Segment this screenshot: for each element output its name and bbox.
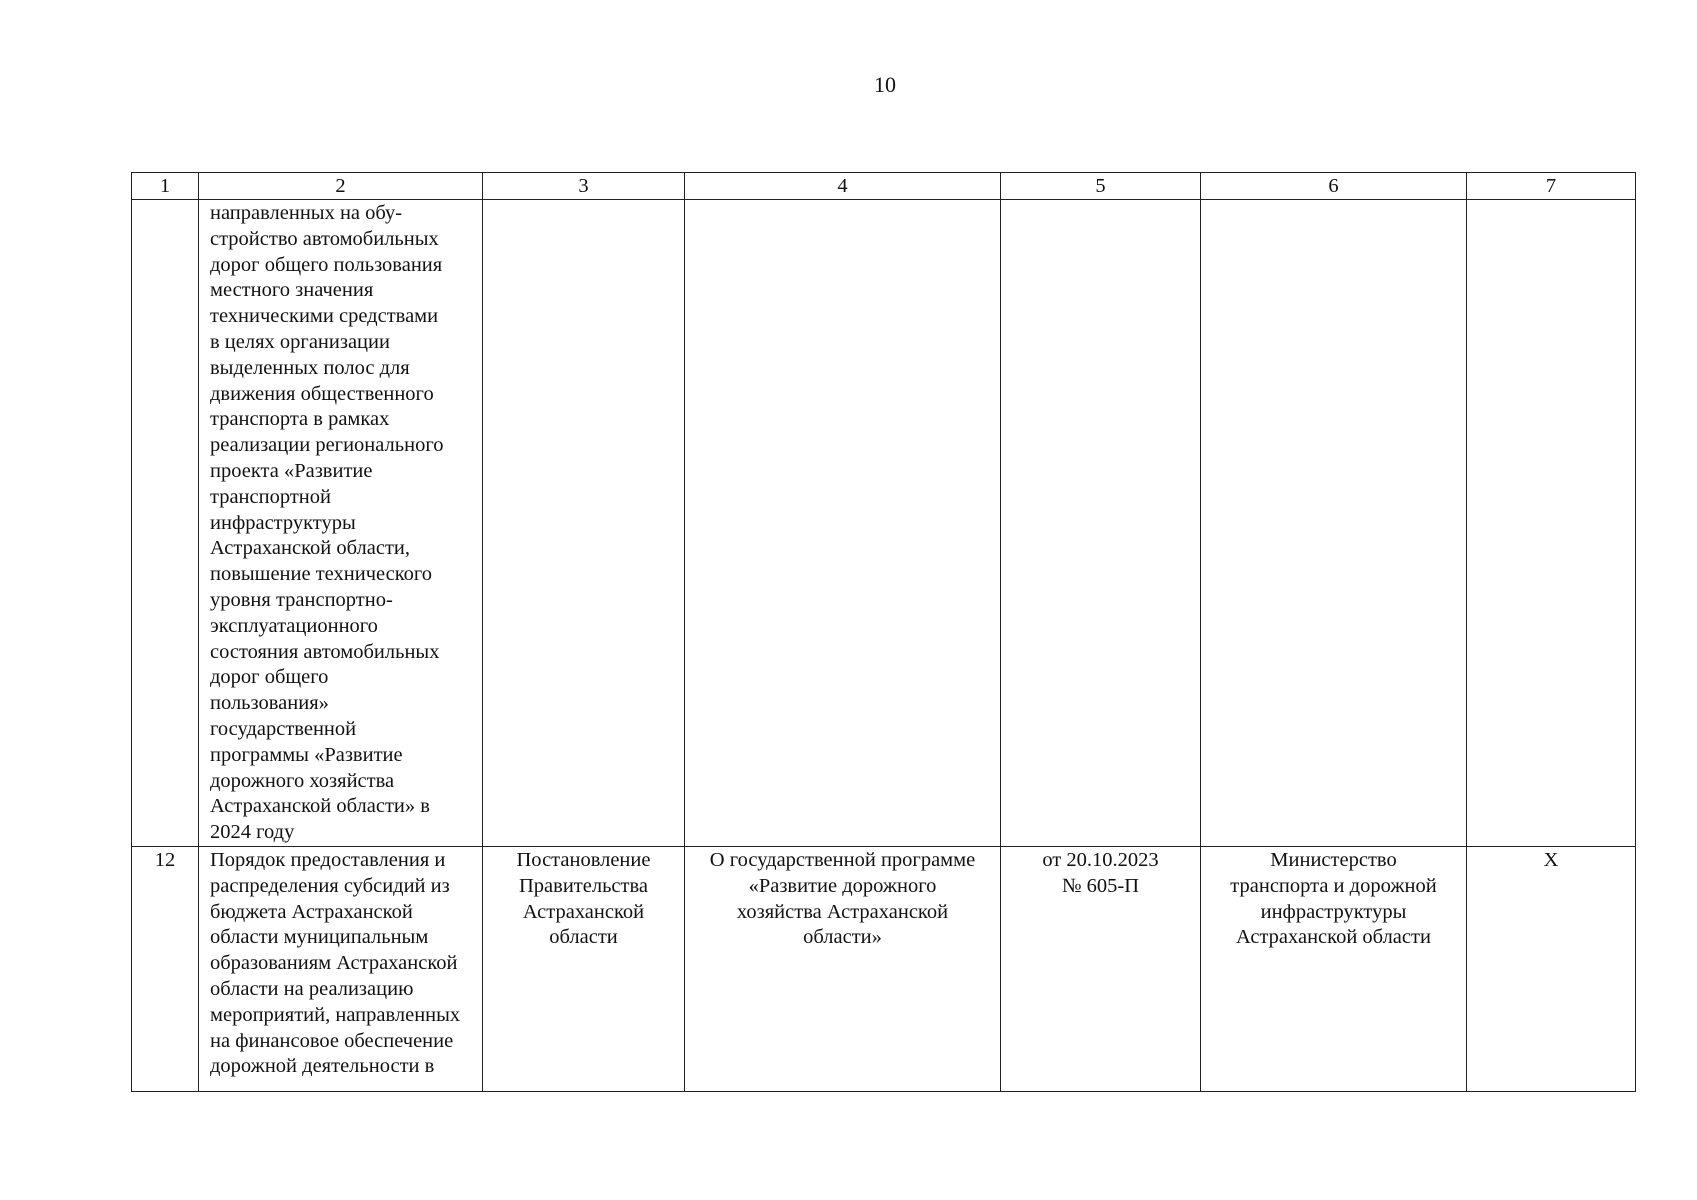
title-line: эксплуатационного: [210, 614, 378, 637]
document-title-cell: [199, 200, 483, 847]
column-number: 5: [1001, 173, 1201, 200]
document-date-cell: [1001, 846, 1201, 1091]
title-line: реализации регионального: [210, 434, 444, 457]
column-number: 1: [132, 173, 199, 200]
column-number: 3: [483, 173, 685, 200]
column-number: 6: [1201, 173, 1467, 200]
cell-line: Правительства: [518, 874, 648, 897]
document-name-cell: [685, 846, 1001, 1091]
empty-cell: [1001, 200, 1201, 847]
title-line: бюджета Астраханской: [210, 900, 413, 923]
title-line: направленных на обу-: [210, 202, 403, 224]
cell-line: О государственной программе: [709, 848, 976, 871]
title-line: проекта «Развитие: [210, 459, 373, 482]
title-line: местного значения: [210, 279, 374, 302]
title-line: мероприятий, направленных: [210, 1003, 461, 1026]
title-line: Астраханской области» в: [210, 795, 430, 818]
cell-line: № 605-П: [1061, 874, 1140, 897]
cell-line: Астраханской: [522, 900, 645, 923]
title-line: государственной: [210, 717, 357, 740]
cell-line: «Развитие дорожного: [748, 874, 937, 897]
title-line: транспорта в рамках: [210, 408, 390, 431]
cell-line: Постановление: [516, 848, 651, 871]
title-line: дорожной деятельности в: [210, 1055, 435, 1078]
empty-cell: [1467, 200, 1636, 847]
title-line: уровня транспортно-: [210, 588, 393, 611]
title-line: пользования»: [210, 692, 329, 715]
title-line: движения общественного: [210, 382, 434, 405]
empty-cell: [483, 200, 685, 847]
title-line: Порядок предоставления и: [210, 848, 446, 871]
column-number: 2: [199, 173, 483, 200]
column-number: 7: [1467, 173, 1636, 200]
title-line: образованиям Астраханской: [210, 952, 458, 975]
mark-cell: Х: [1467, 846, 1636, 1091]
cell-line: хозяйства Астраханской: [736, 900, 949, 923]
document-title-cell: [199, 846, 483, 1091]
cell-line: области»: [803, 926, 882, 949]
title-line: инфраструктуры: [210, 511, 356, 534]
row-number-cell: 12: [132, 846, 199, 1091]
title-line: 2024 году: [210, 821, 295, 844]
document-table: [131, 172, 1636, 1092]
title-line: области на реализацию: [210, 977, 414, 1000]
title-line: техническими средствами: [210, 305, 439, 328]
title-line: дорог общего пользования: [210, 253, 443, 276]
title-line: области муниципальным: [210, 926, 429, 949]
title-line: дорог общего: [210, 666, 329, 689]
title-line: Астраханской области,: [210, 537, 411, 560]
empty-cell: [685, 200, 1001, 847]
column-number: 4: [685, 173, 1001, 200]
title-line: программы «Развитие: [210, 743, 403, 766]
table-row: [132, 846, 1636, 1091]
row-number-cell: [132, 200, 199, 847]
title-line: в целях организации: [210, 330, 390, 353]
table-row: [132, 200, 1636, 847]
title-line: транспортной: [210, 485, 331, 508]
empty-cell: [1201, 200, 1467, 847]
title-line: состояния автомобильных: [210, 640, 440, 663]
responsible-body-cell: [1201, 846, 1467, 1091]
title-line: распределения субсидий из: [210, 874, 450, 897]
page-number: 10: [874, 72, 896, 97]
cell-line: Министерство: [1270, 848, 1397, 871]
title-line: на финансовое обеспечение: [210, 1029, 454, 1052]
cell-line: от 20.10.2023: [1042, 848, 1159, 871]
cell-line: инфраструктуры: [1260, 900, 1407, 923]
title-line: дорожного хозяйства: [210, 769, 395, 792]
title-line: стройство автомобильных: [210, 227, 439, 250]
title-line: повышение технического: [210, 563, 433, 586]
title-line: выделенных полос для: [210, 356, 410, 379]
cell-line: области: [549, 926, 618, 949]
column-number-row: [132, 173, 1636, 200]
cell-line: транспорта и дорожной: [1230, 874, 1437, 897]
cell-line: Астраханской области: [1236, 926, 1431, 949]
document-type-cell: [483, 846, 685, 1091]
